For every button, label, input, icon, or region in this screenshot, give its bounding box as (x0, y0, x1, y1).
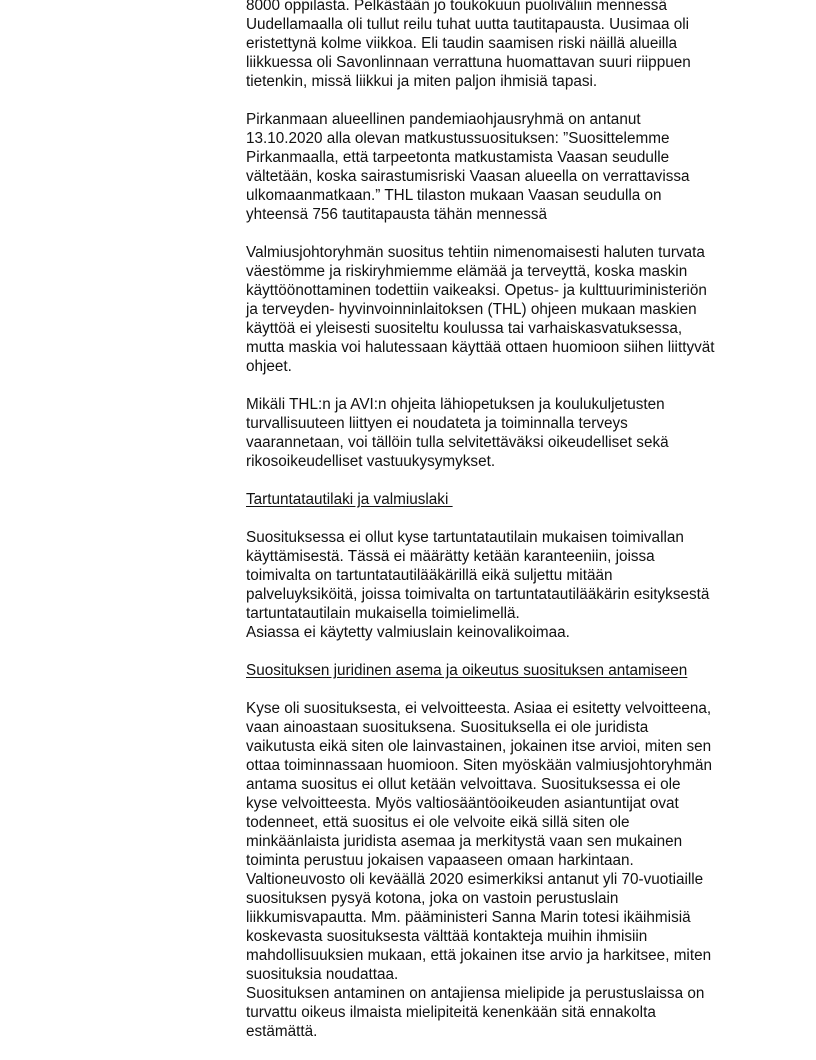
text-line: koskevasta suosituksesta välttää kontakteja muihin ihmisiin (246, 928, 648, 945)
text-line: käyttöä ei yleisesti suositeltu koulussa tai varhaiskasvatuksessa, (246, 320, 683, 337)
text-line: Suosituksen antaminen on antajiensa mielipide ja perustuslaissa on (246, 985, 705, 1002)
text-line: Uudellamaalla oli tullut reilu tuhat uutta tautitapausta. Uusimaa oli (246, 16, 690, 33)
text-line: käyttöönottaminen todettiin vaikeaksi. Opetus- ja kulttuuriministeriön (246, 282, 707, 299)
text-line: toiminta perustuu jokaisen vapaaseen omaan harkintaan. (246, 852, 634, 869)
paragraph-uusimaa-risk (246, 0, 746, 91)
text-line: Asiassa ei käytetty valmiuslain keinovalikoimaa. (246, 624, 570, 641)
text-line: Kyse oli suosituksesta, ei velvoitteesta. Asiaa ei esitetty velvoitteena, (246, 700, 712, 717)
section-heading-communicable-diseases-act (246, 490, 746, 509)
section-heading-legal-status (246, 661, 746, 680)
text-line: vaarannetaan, voi tällöin tulla selvitettäväksi oikeudelliset sekä (246, 434, 669, 451)
section-heading-text: Tartuntatautilaki ja valmiuslaki (246, 491, 453, 508)
text-line: rikosoikeudelliset vastuukysymykset. (246, 453, 496, 470)
paragraph-section2-body (246, 699, 746, 1041)
text-line: liikkumisvapautta. Mm. pääministeri Sanna Marin totesi ikäihmisiä (246, 909, 691, 926)
text-line: liikkuessa oli Savonlinnaan verrattuna huomattavan suuri riippuen (246, 54, 691, 71)
text-line: tartuntatautilain mukaisella toimielimellä. (246, 605, 520, 622)
text-line: Valmiusjohtoryhmän suositus tehtiin nimenomaisesti haluten turvata (246, 244, 705, 261)
section-heading-text: Suosituksen juridinen asema ja oikeutus suosituksen antamiseen (246, 662, 688, 679)
document-page (246, 0, 746, 1060)
text-line: mutta maskia voi halutessaan käyttää ottaen huomioon siihen liittyvät (246, 339, 715, 356)
text-line: kyse velvoitteesta. Myös valtiosääntöoikeuden asiantuntijat ovat (246, 795, 679, 812)
text-line: 13.10.2020 alla olevan matkustussuosituksen: ”Suosittelemme (246, 130, 670, 147)
text-line: estämättä. (246, 1023, 318, 1040)
text-line: 8000 oppilasta. Pelkästään jo toukokuun puoliväliin mennessä (246, 0, 667, 14)
text-line: yhteensä 756 tautitapausta tähän mennessä (246, 206, 548, 223)
paragraph-liability (246, 395, 746, 471)
text-line: Pirkanmaalla, että tarpeetonta matkustamista Vaasan seudulle (246, 149, 670, 166)
paragraph-section1-body (246, 528, 746, 642)
text-line: käyttämisestä. Tässä ei määrätty ketään karanteeniin, joissa (246, 548, 655, 565)
text-line: eristettynä kolme viikkoa. Eli taudin saamisen riski näillä alueilla (246, 35, 678, 52)
text-line: ulkomaanmatkaan.” THL tilaston mukaan Vaasan seudulla on (246, 187, 662, 204)
paragraph-mask-recommendation (246, 243, 746, 376)
text-line: turvattu oikeus ilmaista mielipiteitä kenenkään sitä ennakolta (246, 1004, 656, 1021)
text-line: Suosituksessa ei ollut kyse tartuntatautilain mukaisen toimivallan (246, 529, 684, 546)
text-line: väestömme ja riskiryhmiemme elämää ja terveyttä, koska maskin (246, 263, 688, 280)
paragraph-pirkanmaa-recommendation (246, 110, 746, 224)
text-line: suosituksen pysyä kotona, joka on vastoin perustuslain (246, 890, 619, 907)
text-line: Pirkanmaan alueellinen pandemiaohjausryhmä on antanut (246, 111, 641, 128)
text-line: antama suositus ei ollut ketään velvoittava. Suosituksessa ei ole (246, 776, 681, 793)
text-line: minkäänlaista juridista asemaa ja merkitystä vaan sen mukainen (246, 833, 683, 850)
text-line: vältetään, koska sairastumisriski Vaasan alueella on verrattavissa (246, 168, 690, 185)
text-line: ja terveyden- hyvinvoinninlaitoksen (THL) ohjeen mukaan maskien (246, 301, 697, 318)
text-line: toimivalta on tartuntatautilääkärillä eikä suljettu mitään (246, 567, 613, 584)
text-line: Valtioneuvosto oli keväällä 2020 esimerkiksi antanut yli 70-vuotiaille (246, 871, 704, 888)
text-line: ottaa toiminnassaan huomioon. Siten myöskään valmiusjohtoryhmän (246, 757, 712, 774)
text-line: ohjeet. (246, 358, 292, 375)
text-line: vaan ainoastaan suosituksena. Suosituksella ei ole juridista (246, 719, 649, 736)
text-line: vaikutusta eikä siten ole lainvastainen, jokainen itse arvioi, miten sen (246, 738, 712, 755)
text-line: suosituksia noudattaa. (246, 966, 399, 983)
text-line: tietenkin, missä liikkui ja miten paljon ihmisiä tapasi. (246, 73, 598, 90)
text-line: todenneet, että suositus ei ole velvoite eikä sillä siten ole (246, 814, 630, 831)
text-line: palveluyksiköitä, joissa toimivalta on tartuntatautilääkärin esityksestä (246, 586, 710, 603)
text-line: turvallisuuteen liittyen ei noudateta ja toiminnalla terveys (246, 415, 628, 432)
text-line: mahdollisuuksien mukaan, että jokainen itse arvio ja harkitsee, miten (246, 947, 712, 964)
text-line: Mikäli THL:n ja AVI:n ohjeita lähiopetuksen ja koulukuljetusten (246, 396, 665, 413)
